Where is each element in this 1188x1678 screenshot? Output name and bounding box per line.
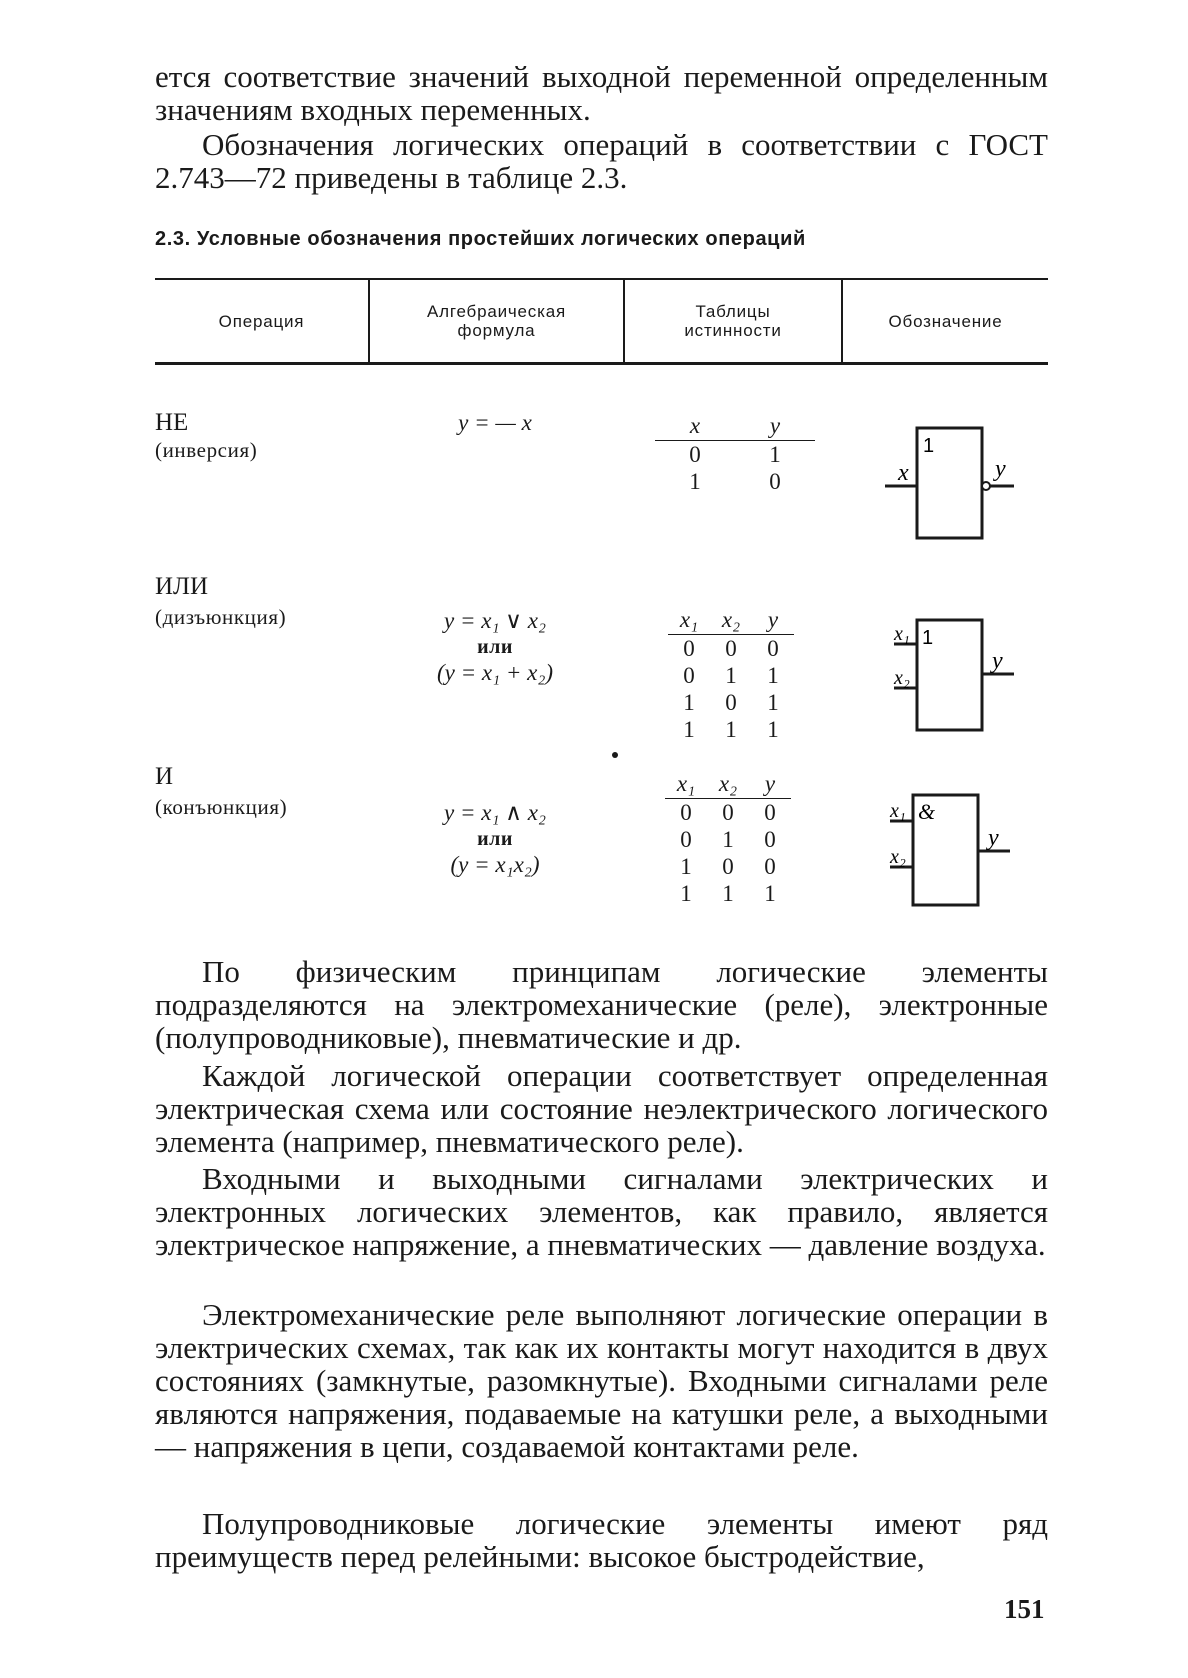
gate-input-label: x₁ xyxy=(890,800,906,822)
algebraic-formula: y = — x xyxy=(458,410,532,435)
gate-input-label: x₂ xyxy=(894,667,910,689)
formula-alternative: (y = x₁ + x₂) xyxy=(437,660,553,685)
gate-mark: 1 xyxy=(922,627,934,649)
truth-header-cell: y xyxy=(735,410,815,441)
and-gate-symbol xyxy=(880,785,1020,910)
operation-description: (инверсия) xyxy=(155,438,258,462)
truth-cell: 1 xyxy=(680,881,692,906)
truth-cell: 0 xyxy=(722,800,734,825)
operation-name: ИЛИ xyxy=(155,573,209,600)
formula-main: y = x₁ ∨ x₂ xyxy=(444,608,546,633)
truth-cell: 1 xyxy=(767,663,779,688)
truth-header-cell: x₂ xyxy=(710,604,752,635)
intro-paragraph-gost: Обозначения логических операций в соответствии с ГОСТ 2.743—72 приведены в таблице 2.3. xyxy=(155,127,1048,195)
truth-table-or xyxy=(668,604,794,743)
table-caption: 2.3. Условные обозначения простейших логических операций xyxy=(155,228,806,250)
truth-cell: 0 xyxy=(680,800,692,825)
gate-input-label: x₂ xyxy=(890,846,906,868)
truth-cell: 0 xyxy=(725,690,737,715)
formula-or-word: или xyxy=(477,636,513,658)
operation-description: (дизъюнкция) xyxy=(155,605,287,629)
truth-cell: 1 xyxy=(689,469,701,494)
body-paragraph: Электромеханические реле выполняют логические операции в электрических схемах, так как их контакты могут находится в двух состояниях (замкнутые, разомкнутые). Входными сигналами реле являются напряжения, подаваемые на катушки реле, а выходными — напряжения в цепи, создаваемой контактами реле. xyxy=(155,1297,1048,1464)
truth-header-cell: x₁ xyxy=(668,604,710,635)
gate-input-label: x xyxy=(898,460,909,486)
header-operation: Операция xyxy=(218,311,305,331)
truth-cell: 1 xyxy=(722,881,734,906)
truth-cell: 0 xyxy=(680,827,692,852)
truth-header-cell: x₁ xyxy=(665,768,707,799)
formula-alternative: (y = x₁x₂) xyxy=(450,852,540,877)
truth-cell: 0 xyxy=(764,800,776,825)
truth-cell: 1 xyxy=(725,663,737,688)
body-paragraph: Входными и выходными сигналами электрических и электронных логических элементов, как правило, является электрическое напряжение, а пневматических — давление воздуха. xyxy=(155,1161,1048,1262)
body-paragraph: По физическим принципам логические элементы подразделяются на электромеханические (реле), электронные (полупроводниковые), пневматические и др. xyxy=(155,954,1048,1055)
formula-or-word: или xyxy=(477,828,513,850)
formula-main: y = x₁ ∧ x₂ xyxy=(444,800,546,825)
truth-cell: 0 xyxy=(769,469,781,494)
gate-mark: & xyxy=(918,799,936,824)
gate-mark: 1 xyxy=(923,435,935,457)
truth-header-cell: y xyxy=(752,604,794,635)
truth-cell: 1 xyxy=(680,854,692,879)
not-gate-symbol xyxy=(880,420,1020,545)
gate-output-label: y xyxy=(995,456,1006,482)
truth-cell: 0 xyxy=(689,442,701,467)
truth-cell: 0 xyxy=(683,663,695,688)
gate-output-label: y xyxy=(992,648,1003,674)
or-gate-symbol xyxy=(880,610,1020,735)
gate-input-label: x₁ xyxy=(894,623,910,645)
truth-header-cell: x₂ xyxy=(707,768,749,799)
truth-cell: 1 xyxy=(767,717,779,742)
truth-cell: 0 xyxy=(764,827,776,852)
truth-table-and xyxy=(665,768,791,907)
truth-cell: 1 xyxy=(769,442,781,467)
truth-cell: 0 xyxy=(722,854,734,879)
truth-table-not xyxy=(655,410,815,495)
truth-cell: 0 xyxy=(767,636,779,661)
gate-output-label: y xyxy=(988,825,999,851)
truth-cell: 0 xyxy=(683,636,695,661)
page-number: 151 xyxy=(1004,1594,1045,1624)
truth-cell: 0 xyxy=(764,854,776,879)
algebraic-formula xyxy=(390,800,600,878)
algebraic-formula xyxy=(390,608,600,686)
truth-header-cell: x xyxy=(655,410,735,441)
operation-description: (конъюнкция) xyxy=(155,795,288,819)
intro-paragraph-continuation: ется соответствие значений выходной переменной определенным значениям входных переменных. xyxy=(155,59,1048,127)
truth-cell: 1 xyxy=(767,690,779,715)
truth-cell: 1 xyxy=(683,690,695,715)
operation-name: НЕ xyxy=(155,409,189,436)
truth-cell: 0 xyxy=(725,636,737,661)
header-symbol: Обозначение xyxy=(888,311,1003,331)
truth-cell: 1 xyxy=(725,717,737,742)
truth-cell: 1 xyxy=(764,881,776,906)
header-truth-table: Таблицы истинности xyxy=(684,302,782,340)
truth-header-cell: y xyxy=(749,768,791,799)
table-header-rule xyxy=(155,362,1048,365)
truth-cell: 1 xyxy=(683,717,695,742)
stray-dot xyxy=(612,752,618,758)
header-formula: Алгебраическая формула xyxy=(427,302,566,340)
operation-name: И xyxy=(155,763,174,790)
truth-cell: 1 xyxy=(722,827,734,852)
body-paragraph: Каждой логической операции соответствует определенная электрическая схема или состояние неэлектрического логического элемента (например, пневматического реле). xyxy=(155,1058,1048,1159)
body-paragraph: Полупроводниковые логические элементы имеют ряд преимуществ перед релейными: высокое быстродействие, xyxy=(155,1506,1048,1574)
